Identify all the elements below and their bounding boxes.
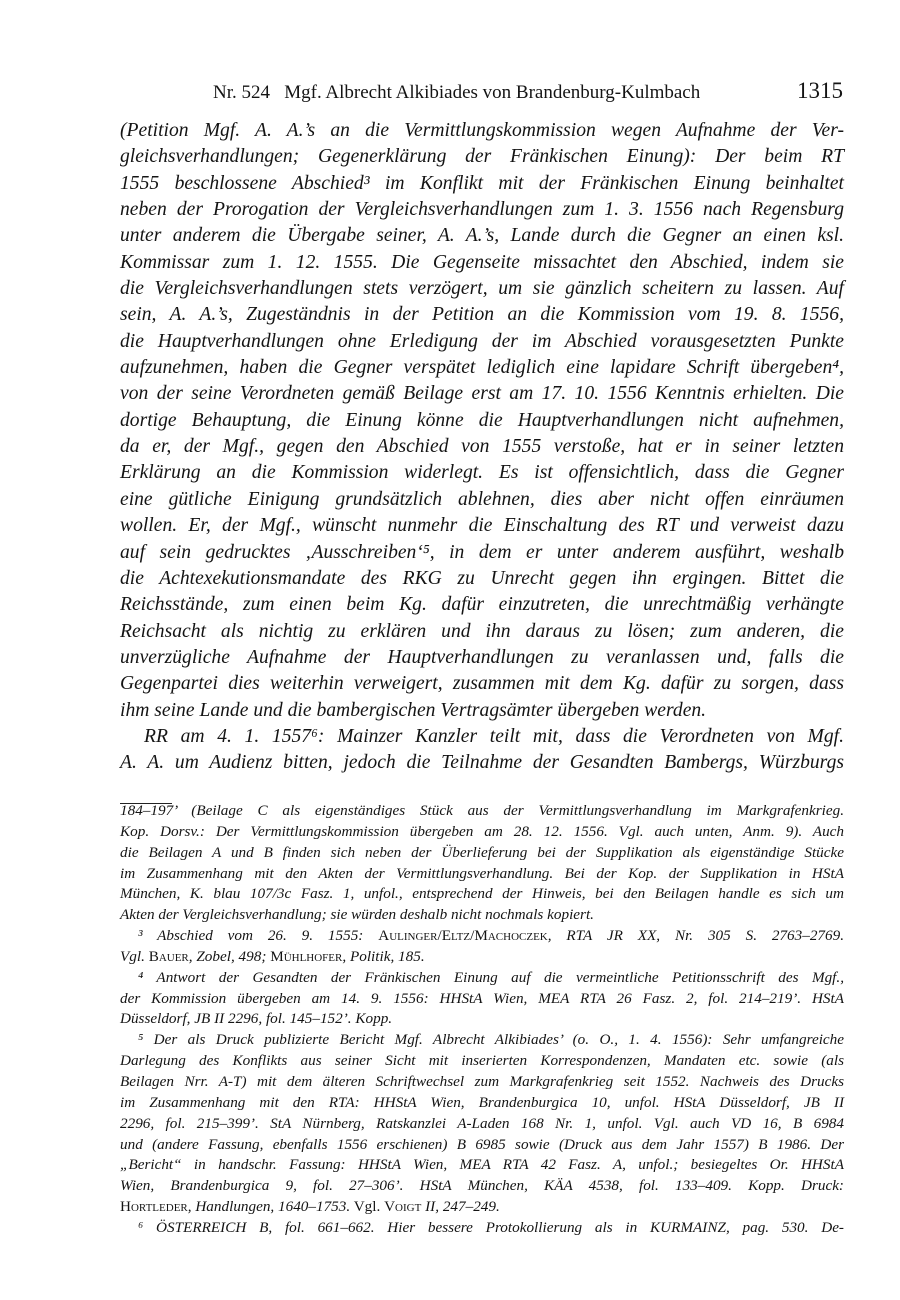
text-line: Kommissar zum 1. 12. 1555. Die Gegenseite missachtet den Abschied, indem sie xyxy=(120,251,844,273)
author-name: Aulinger/Eltz/Machoczek xyxy=(378,927,548,945)
footnote-text: Vgl. xyxy=(350,1198,385,1216)
text-line: gleichsverhandlungen; Gegenerklärung der Fränkischen Einung): Der beim RT xyxy=(120,146,844,168)
footnote-line xyxy=(120,926,844,947)
running-header xyxy=(213,78,843,108)
footnote-line xyxy=(120,1093,844,1114)
footnote-text: ⁶ ÖSTERREICH B, fol. 661–662. Hier bessere Protokollierung als in KURMAINZ, pag. 530. De- xyxy=(138,1218,844,1236)
footnote-text: , RTA JR XX, Nr. 305 S. 2763–2769. xyxy=(547,927,844,945)
text-line: unverzügliche Aufnahme der Hauptverhandlungen zu veranlassen und, falls die xyxy=(120,646,844,668)
text-line: unter anderem die Übergabe seiner, A. A.’s, Lande durch die Gegner an einen ksl. xyxy=(120,225,844,247)
footnote-line xyxy=(120,864,844,885)
footnote-line xyxy=(120,1009,844,1030)
text-line: von der seine Verordneten gemäß Beilage erst am 17. 10. 1556 Kenntnis erhielten. Die xyxy=(120,383,844,405)
footnote-line xyxy=(120,1051,844,1072)
text-line: die Hauptverhandlungen ohne Erledigung der im Abschied vorausgesetzten Punkte xyxy=(120,330,844,352)
footnotes xyxy=(120,801,844,1239)
footnote-text: Düsseldorf, JB II 2296, fol. 145–152’. Kopp. xyxy=(120,1010,393,1028)
footnote-text: „Bericht“ in handschr. Fassung: HHStA Wien, MEA RTA 42 Fasz. A, unfol.; besiegeltes Or. HHStA xyxy=(120,1156,844,1174)
footnote-text: und (andere Fassung, ebenfalls 1556 erschienen) B 6985 sowie (Druck aus dem Jahr 1557) B 1986. Der xyxy=(120,1135,844,1153)
footnote-text: ³ Abschied vom 26. 9. 1555: xyxy=(138,927,379,945)
footnote-line xyxy=(120,1155,844,1176)
main-text xyxy=(120,118,844,777)
author-name: Bauer xyxy=(148,947,189,965)
text-line: dortige Behauptung, die Einung könne die Hauptverhandlungen nicht aufnehmen, xyxy=(120,409,844,431)
page-number: 1315 xyxy=(797,78,843,103)
footnote-text: der Kommission übergeben am 14. 9. 1556: HHStA Wien, MEA RTA 26 Fasz. 2, fol. 214–219’. HStA xyxy=(120,989,844,1007)
footnote-text: Vgl. xyxy=(120,947,149,965)
footnote-line xyxy=(120,1197,844,1218)
text-line: eine gütliche Einigung grundsätzlich ablehnen, dies aber nicht offen einräumen xyxy=(120,488,844,510)
footnote-text: Beilagen Nrr. A-T) mit dem älteren Schriftwechsel zum Markgrafenkrieg seit 1552. Nachweis des Drucks xyxy=(120,1072,844,1090)
footnote-text: Darlegung des Konflikts aus seiner Sicht mit inserierten Korrespondenzen, Mandaten etc. sowie (als xyxy=(120,1052,844,1070)
footnote-text: II, 247–249. xyxy=(421,1198,500,1216)
footnote-line xyxy=(120,884,844,905)
footnote-line xyxy=(120,1218,844,1239)
text-line: RR am 4. 1. 1557⁶: Mainzer Kanzler teilt mit, dass die Verordneten von Mgf. xyxy=(144,725,844,747)
text-line: neben der Prorogation der Vergleichsverhandlungen zum 1. 3. 1556 nach Regensburg xyxy=(120,199,844,221)
footnote-text: , Zobel, 498; xyxy=(188,947,271,965)
footnote-line xyxy=(120,1030,844,1051)
text-line: Reichsacht als nichtig zu erklären und ihn daraus zu lösen; zum anderen, die xyxy=(120,620,844,642)
text-line: die Vergleichsverhandlungen stets verzögert, um sie gänzlich scheitern zu lassen. Auf xyxy=(120,278,844,300)
text-line: A. A. um Audienz bitten, jedoch die Teilnahme der Gesandten Bambergs, Würzburgs xyxy=(120,752,844,774)
footnote-text: 2296, fol. 215–399’. StA Nürnberg, Ratskanzlei A-Laden 168 Nr. 1, unfol. Vgl. auch VD 16, B 6984 xyxy=(120,1114,844,1132)
footnote-text: ⁵ Der als Druck publizierte Bericht Mgf. Albrecht Alkibiades’ (o. O., 1. 4. 1556): Sehr umfangreiche xyxy=(138,1031,844,1049)
footnote-text: im Zusammenhang mit den RTA: HHStA Wien, Brandenburgica 10, unfol. HStA Düsseldorf, JB II xyxy=(120,1093,844,1111)
text-line: sein, A. A.’s, Zugeständnis in der Petition an die Kommission vom 19. 8. 1556, xyxy=(120,304,844,326)
footnote-line xyxy=(120,843,844,864)
footnote-text: Kop. Dorsv.: Der Vermittlungskommission übergeben am 28. 12. 1556. Vgl. auch unten, Anm. 9). Auch xyxy=(120,822,844,840)
text-line: Erklärung an die Kommission widerlegt. Es ist offensichtlich, dass die Gegner xyxy=(120,462,844,484)
footnote-line xyxy=(120,801,844,822)
footnote-text: Akten der Vergleichsverhandlung; sie würden deshalb nicht nochmals kopiert. xyxy=(120,906,594,924)
text-line: wollen. Er, der Mgf., wünscht nunmehr die Einschaltung des RT und verweist dazu xyxy=(120,515,844,537)
footnote-line xyxy=(120,1135,844,1156)
author-name: Hortleder xyxy=(120,1198,188,1216)
text-line: auf sein gedrucktes ‚Ausschreiben‘⁵, in dem er unter anderem ausführt, weshalb xyxy=(120,541,844,563)
footnote-line xyxy=(120,1176,844,1197)
footnote-text: die Beilagen A und B finden sich neben der Überlieferung bei der Supplikation als eigenständige Stücke xyxy=(120,843,844,861)
footnote-text: , Politik, 185. xyxy=(342,947,425,965)
text-line: die Achtexekutionsmandate des RKG zu Unrecht gegen ihn ergingen. Bittet die xyxy=(120,567,844,589)
footnote-line xyxy=(120,1114,844,1135)
footnote-text: München, K. blau 107/3c Fasz. 1, unfol., entsprechend der Hinweis, bei den Beilagen handle es sich um xyxy=(120,885,844,903)
running-title: Nr. 524 Mgf. Albrecht Alkibiades von Brandenburg-Kulmbach xyxy=(213,82,701,103)
footnote-text: 184–197’ (Beilage C als eigenständiges Stück aus der Vermittlungsverhandlung im Markgrafenkrieg. xyxy=(120,802,844,819)
text-line: Reichsstände, zum einen beim Kg. dafür einzutreten, die unrechtmäßig verhängte xyxy=(120,594,844,616)
footnote-line xyxy=(120,822,844,843)
footnote-line xyxy=(120,968,844,989)
text-line: 1555 beschlossene Abschied³ im Konflikt mit der Fränkischen Einung beinhaltet xyxy=(120,172,844,194)
footnote-line xyxy=(120,947,844,968)
footnote-line xyxy=(120,989,844,1010)
text-line: Gegenpartei dies weiterhin verweigert, zusammen mit dem Kg. dafür zu sorgen, dass xyxy=(120,673,844,695)
footnote-line xyxy=(120,905,844,926)
footnote-text: Wien, Brandenburgica 9, fol. 27–306’. HStA München, KÄA 4538, fol. 133–409. Kopp. Druck: xyxy=(120,1177,844,1195)
author-name: Mühlhofer xyxy=(270,947,343,965)
text-line: ihm seine Lande und die bambergischen Vertragsämter übergeben werden. xyxy=(120,699,707,721)
text-line: da er, der Mgf., gegen den Abschied von 1555 verstoße, hat er in seiner letzten xyxy=(120,436,844,458)
footnote-text: , Handlungen, 1640–1753. xyxy=(187,1198,351,1216)
author-name: Voigt xyxy=(384,1198,422,1216)
footnote-text: ⁴ Antwort der Gesandten der Fränkischen Einung auf die vermeintliche Petitionsschrift des Mgf., xyxy=(138,968,844,986)
text-line: (Petition Mgf. A. A.’s an die Vermittlungskommission wegen Aufnahme der Ver- xyxy=(120,120,844,141)
text-line: aufzunehmen, haben die Gegner verspätet lediglich eine lapidare Schrift übergeben⁴, xyxy=(120,357,844,379)
footnote-line xyxy=(120,1072,844,1093)
footnote-text: im Zusammenhang mit den Akten der Vermittlungsverhandlung. Bei der Kop. der Supplikation in HStA xyxy=(120,864,844,882)
